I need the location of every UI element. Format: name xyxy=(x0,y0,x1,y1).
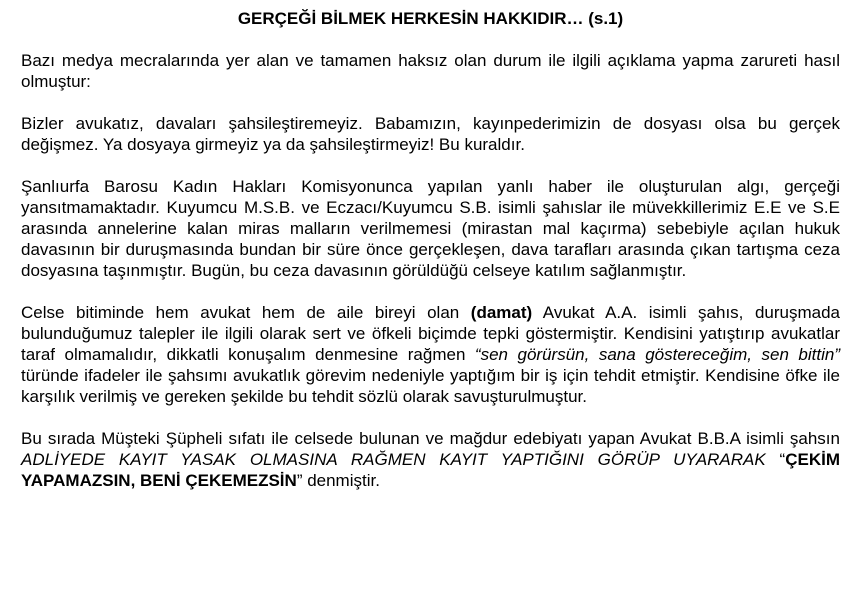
paragraph-2: Bizler avukatız, davaları şahsileştiremeyiz. Babamızın, kayınpederimizin de dosyası olsa bu gerçek değişmez. Ya dosyaya girmeyiz ya da şahsileştirmeyiz! Bu kuraldır. xyxy=(21,114,840,154)
paragraph-1: Bazı medya mecralarında yer alan ve tamamen haksız olan durum ile ilgili açıklama yapma zarureti hasıl olmuştur: xyxy=(21,51,840,91)
paragraph-5-bold-quote: ÇEKİM YAPAMAZSIN, BENİ ÇEKEMEZSİN xyxy=(21,450,840,490)
paragraph-4-italic-quote: “sen görürsün, sana göstereceğim, sen bittin” xyxy=(474,345,840,364)
paragraph-5-text-3: ” denmiştir. xyxy=(296,471,380,490)
paragraph-3: Şanlıurfa Barosu Kadın Hakları Komisyonunca yapılan yanlı haber ile oluşturulan algı, gerçeği yansıtmamaktadır. Kuyumcu M.S.B. ve Eczacı/Kuyumcu S.B. isimli şahıslar ile müvekkillerimiz E.E ve S.E arasında annelerine kalan miras malların verilmemesi (mirastan mal kaçırma) sebebiyle açılan hukuk davasının bir duruşmasında bundan bir süre önce gerçekleşen, dava tarafları arasında çıkan tartışma ceza dosyasına taşınmıştır. Bugün, bu ceza davasının görüldüğü celseye katılım sağlanmıştır. xyxy=(21,177,840,280)
paragraph-4-text-2: Avukat A.A. isimli şahıs, duruşmada bulunduğumuz talepler ile ilgili olarak sert ve öfkeli biçimde tepki göstermiştir. Kendisini yatıştırıp avukatlar taraf olmamalıdır, dikkatli konuşalım denmesine rağmen xyxy=(21,303,841,364)
paragraph-5 xyxy=(21,428,840,491)
paragraph-4 xyxy=(21,302,840,407)
paragraph-4-bold-damat: (damat) xyxy=(470,303,533,322)
paragraph-5-text-1: Bu sırada Müşteki Şüpheli sıfatı ile celsede bulunan ve mağdur edebiyatı yapan Avukat B.B.A isimli şahsın xyxy=(21,429,840,448)
paragraph-4-text-1: Celse bitiminde hem avukat hem de aile bireyi olan xyxy=(21,303,471,322)
paragraph-5-italic-caps: ADLİYEDE KAYIT YASAK OLMASINA RAĞMEN KAYIT YAPTIĞINI GÖRÜP UYARARAK xyxy=(21,450,766,469)
paragraph-4-text-3: türünde ifadeler ile şahsımı avukatlık görevim nedeniyle yaptığım bir iş için tehdit etmiştir. Kendisine öfke ile karşılık verilmiş ve gereken şekilde bu tehdit sözlü olarak savuşturulmuştur. xyxy=(21,366,840,406)
paragraph-5-text-2: “ xyxy=(765,450,786,469)
document-title: GERÇEĞİ BİLMEK HERKESİN HAKKIDIR… (s.1) xyxy=(237,9,624,28)
